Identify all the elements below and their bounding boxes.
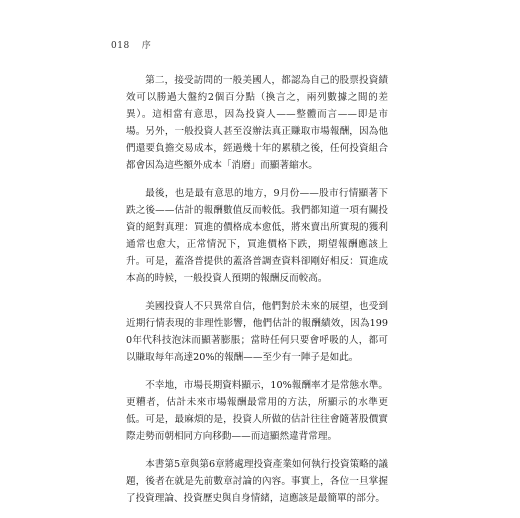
- running-head: [111, 38, 151, 51]
- body-text: [126, 72, 388, 518]
- paragraph: 第二，接受訪問的一般美國人，都認為自己的股票投資績效可以勝過大盤約2個百分點（換言之，兩列數據之間的差異）。這相當有意思，因為投資人——整體而言——即是市場。另外，一般投資人甚至沒辦法真正賺取市場報酬，因為他們還要負擔交易成本，經過幾十年的累積之後，任何投資組合都會因為這些額外成本「消磨」而顯著縮水。: [126, 75, 388, 171]
- paragraph: 本書第5章與第6章將處理投資產業如何執行投資策略的議題，後者在就是先前數章討論的內容。事實上，各位一旦掌握了投資理論、投資歷史與自身情緒，這應該是最簡單的部分。: [126, 459, 388, 504]
- paragraph: 最後，也是最有意思的地方，9月份——股市行情顯著下跌之後——估計的報酬數值反而較低。我們都知道一項有關投資的絕對真理：買進的價格成本愈低，將來賣出所實現的獲利通常也愈大，正常情況下，買進價格下跌，期望報酬應該上升。可是，蓋洛普提供的蓋洛普調查資料卻剛好相反：買進成本高的時候，一般投資人預期的報酬反而較高。: [126, 188, 388, 284]
- page-number: 018: [111, 41, 130, 51]
- section-title: 序: [141, 41, 152, 51]
- paragraph: 美國投資人不只異常自信，他們對於未來的展望，也受到近期行情表現的非理性影響，他們估計的報酬績效，因為1990年代科技泡沫而顯著膨脹；當時任何只要會呼吸的人，都可以賺取每年高達20%的報酬——至少有一陣子是如此。: [126, 301, 388, 363]
- paragraph: 不幸地，市場長期資料顯示，10%報酬率才是常態水準。更糟者，估計未來市場報酬最常用的方法，所顯示的水準更低。可是，最麻煩的是，投資人所做的估計往往會隨著股價實際走勢而朝相同方向移動——而這顯然違背常理。: [126, 380, 388, 442]
